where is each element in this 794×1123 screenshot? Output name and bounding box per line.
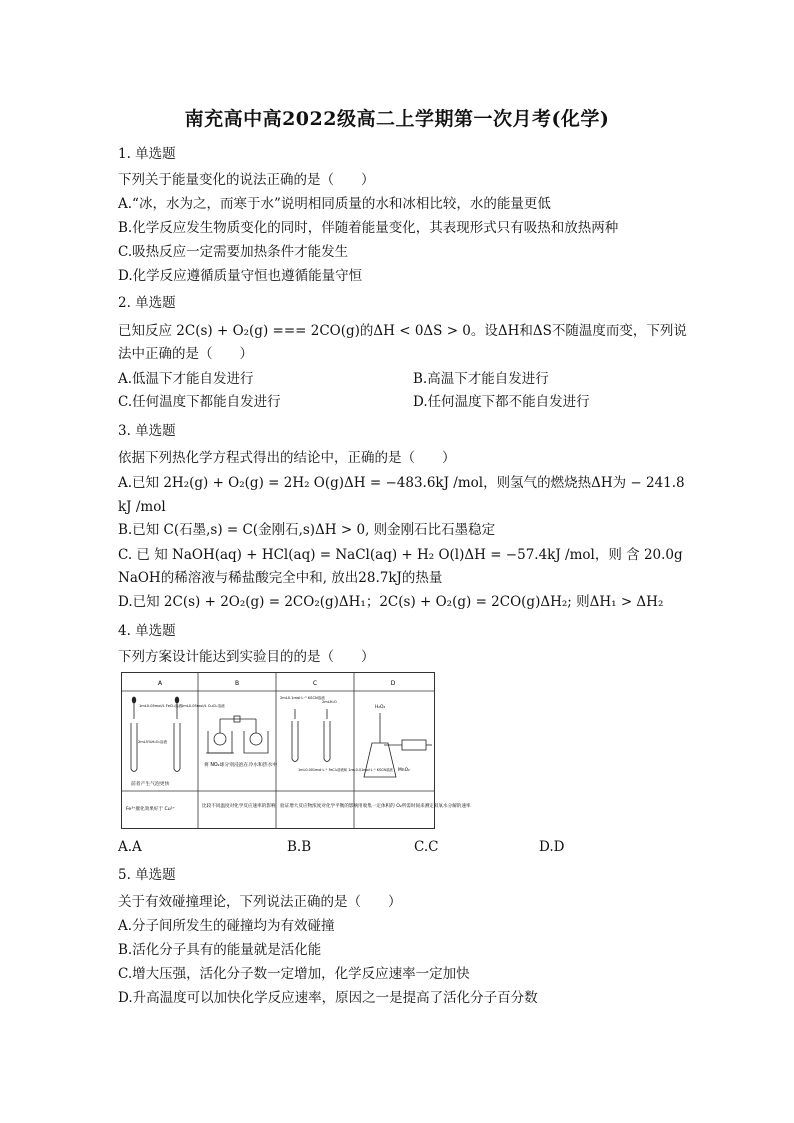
figure-header-a: A [157,680,163,687]
q3-option-a-cont: kJ /mol [118,499,166,515]
experiment-diagram [122,673,471,828]
q1-heading: 1. 单选题 [118,146,176,162]
cell-a-conclusion: Fe³⁺催化效果好于 Cu²⁺ [126,807,175,812]
cell-b-caption: 将 NO₂球分别浸泡在冷水和热水中 [204,763,278,768]
q5-option-b[interactable]: B.活化分子具有的能量就是活化能 [118,942,322,958]
q2-option-b[interactable]: B.高温下才能自发进行 [413,371,549,387]
cell-c-apparatus [292,709,330,762]
cell-c-reagent2: 2mLH₂O [322,700,337,704]
q3-option-d[interactable]: D.已知 2C(s) + 2O₂(g) = 2CO₂(g)ΔH₁；2C(s) + O₂(g) = 2CO(g)ΔH₂; 则ΔH₁ > ΔH₂ [118,594,664,610]
q2-stem-line1: 已知反应 2C(s) + O₂(g) === 2CO(g)的ΔH < 0ΔS > 0。设ΔH和ΔS不随温度而变，下列说 [118,323,687,339]
q2-option-d[interactable]: D.任何温度下都不能自发进行 [413,394,590,410]
q2-option-a[interactable]: A.低温下才能自发进行 [118,371,254,387]
q2-option-c[interactable]: C.任何温度下都能自发进行 [118,394,281,410]
q1-option-b[interactable]: B.化学反应发生物质变化的同时，伴随着能量变化，其表现形式只有吸热和放热两种 [118,220,619,236]
cell-a-left-label: 1mL0.05mol/L FeCl₃溶液 [139,704,183,708]
figure-header-b: B [234,680,240,687]
q5-option-d[interactable]: D.升高温度可以加快化学反应速率，原因之一是提高了活化分子百分数 [118,990,538,1006]
q5-option-c[interactable]: C.增大压强，活化分子数一定增加，化学反应速率一定加快 [118,966,470,982]
cell-c-conclusion: 验证增大反应物浓度对化学平衡的影响 [280,804,359,809]
experiment-figure [121,672,471,829]
cell-c-reagent1: 2mL0.1mol·L⁻¹ KSCN溶液 [280,696,325,700]
cell-a-right-label: 1mL0.05mol/L CuCl₂溶液 [181,704,225,708]
q4-option-b[interactable]: B.B [287,839,312,855]
q3-option-c[interactable]: C. 已 知 NaOH(aq) + HCl(aq) = NaCl(aq) + H₂ O(l)ΔH = −57.4kJ /mol，则 含 20.0g [118,547,683,563]
q2-heading: 2. 单选题 [118,295,176,311]
cell-a-tube-label: 2mL5%H₂O₂溶液 [138,740,168,744]
q1-option-c[interactable]: C.吸热反应一定需要加热条件才能发生 [118,244,349,260]
q4-heading: 4. 单选题 [118,623,176,639]
q3-option-c-cont: NaOH的稀溶液与稀盐酸完全中和, 放出28.7kJ的热量 [118,570,443,586]
q3-option-b[interactable]: B.已知 C(石墨,s) = C(金刚石,s)ΔH > 0, 则金刚石比石墨稳定 [118,522,496,538]
cell-d-h2o2: H₂O₂ [375,705,386,710]
q5-heading: 5. 单选题 [118,867,176,883]
q4-stem: 下列方案设计能达到实验目的的是（ ） [118,649,375,665]
exam-title: 南充高中高2022级高二上学期第一次月考(化学) [184,108,610,130]
cell-d-mno2: MnO₂ [398,768,410,773]
q5-option-a[interactable]: A.分子间所发生的碰撞均为有效碰撞 [118,918,335,934]
cell-b-apparatus [206,716,268,753]
cell-d-conclusion: 用收集一定体积的 O₂所需时间来测定双氧水分解的速率 [358,804,471,809]
figure-header-c: C [312,680,318,687]
q4-option-c[interactable]: C.C [414,839,439,855]
cell-b-conclusion: 比较不同温度对化学反应速率的影响 [202,804,276,809]
q3-option-a[interactable]: A.已知 2H₂(g) + O₂(g) = 2H₂ O(g)ΔH = −483.6kJ /mol，则氢气的燃烧热ΔH为 − 241.8 [118,475,685,491]
q1-stem: 下列关于能量变化的说法正确的是（ ） [118,172,375,188]
cell-c-tube-label: 1mL0.001mol·L⁻¹ FeCl₃溶液和 1mL0.01mol·L⁻¹ KSCN溶液 [298,768,393,772]
q3-stem: 依据下列热化学方程式得出的结论中，正确的是（ ） [118,450,456,466]
q1-option-a[interactable]: A.“冰，水为之，而寒于水”说明相同质量的水和冰相比较，水的能量更低 [118,196,551,212]
cell-a-caption: 前者产生气泡更快 [131,782,170,787]
q4-option-d[interactable]: D.D [539,839,565,855]
cell-a-apparatus [131,697,183,772]
q4-option-a[interactable]: A.A [118,839,142,855]
q1-option-d[interactable]: D.化学反应遵循质量守恒也遵循能量守恒 [118,268,363,284]
q2-stem-line2: 法中正确的是（ ） [118,346,253,362]
figure-header-d: D [390,680,396,687]
q5-stem: 关于有效碰撞理论，下列说法正确的是（ ） [118,894,402,910]
q3-heading: 3. 单选题 [118,423,176,439]
